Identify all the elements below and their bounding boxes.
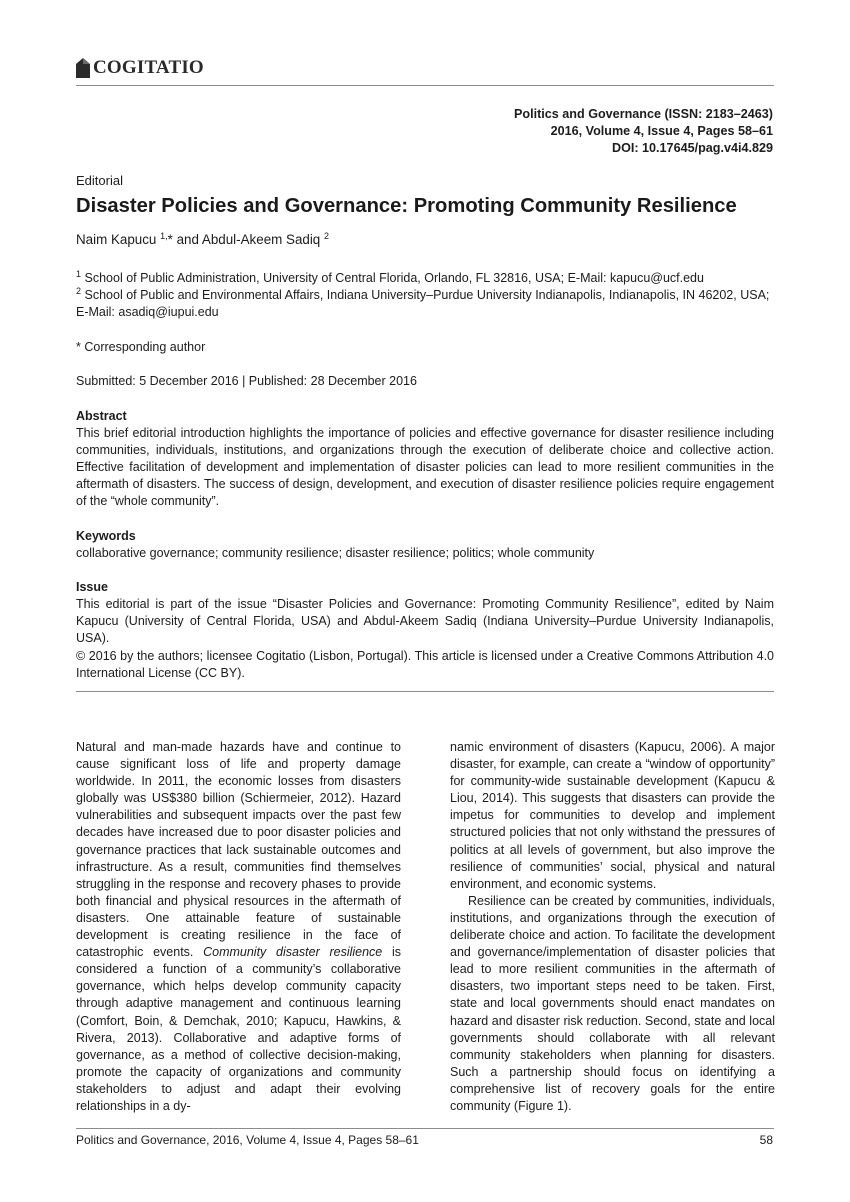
abstract-text: This brief editorial introduction highlights the importance of policies and effective governance for disaster resilience including communities, individuals, institutions, and organizations through the execution of deliberate choice and collective action. Effective facilitation of development and implementation of disaster policies can lead to more resilient communities in the aftermath of disasters. The success of design, development, and execution of disaster resilience policies require engagement of the “whole community”. — [76, 426, 774, 508]
affiliation-number: 1 — [76, 269, 82, 279]
author-list — [76, 232, 329, 247]
affiliation-2 — [76, 287, 774, 321]
author-name: Abdul-Akeem Sadiq — [201, 232, 321, 247]
body-column-right — [450, 739, 775, 1115]
body-column-left — [76, 739, 401, 1115]
article-title: Disaster Policies and Governance: Promoting Community Resilience — [76, 195, 737, 217]
body-text: Natural and man-made hazards have and continue to cause significant loss of life and property damage worldwide. In 2011, the economic losses from disasters globally was US$380 billion (Schiermeier, 2012). Hazard vulnerabilities and subsequent impacts over the past few decades have increased due to poor disaster policies and governance practices that lack sustainable outcomes and infrastructure. As a result, communities find themselves struggling in the response and recovery phases to provide both financial and physical resources in the aftermath of disasters. One attainable feature of sustainable development is creating resilience in the face of catastrophic events. — [76, 740, 401, 960]
corresponding-note: * Corresponding author — [76, 340, 206, 354]
body-paragraph: Resilience can be created by communities, individuals, institutions, and organizations through the execution of deliberate choice and action. To facilitate the development and governance/implementation of disaster policies that lead to more resilient communities in the aftermath of disasters, two important steps need to be taken. First, state and local governments should enact mandates on hazard and disaster risk reduction. Second, state and local governments should collaborate with all relevant community stakeholders when planning for disasters. Such a partnership should focus on identifying a comprehensive list of recovery goals for the entire community (Figure 1). — [450, 893, 775, 1113]
affiliations — [76, 270, 774, 321]
header-divider — [76, 85, 774, 86]
affiliation-text: School of Public and Environmental Affairs, Indiana University–Purdue University Indianapolis, Indianapolis, IN 46202, USA; E-Mail: asadiq@iupui.edu — [76, 288, 770, 319]
body-text: is considered a function of a community’s collaborative governance, which helps develop community capacity through adaptive management and continuous learning (Comfort, Boin, & Demchak, 2010; Kapucu, Hawkins, & Rivera, 2013). Collaborative and adaptive forms of governance, as a method of collective decision-making, promote the capacity of organizations and community stakeholders to adjust and adapt their evolving relationships in a dy- — [76, 945, 401, 1113]
logo-mark-icon — [76, 58, 90, 78]
abstract-section — [76, 408, 774, 510]
emphasis-term: Community disaster resilience — [203, 945, 383, 960]
affiliation-marker: 2 — [324, 231, 330, 241]
footer-citation: Politics and Governance, 2016, Volume 4, Issue 4, Pages 58–61 — [76, 1133, 419, 1147]
keywords-text: collaborative governance; community resilience; disaster resilience; politics; whole community — [76, 546, 595, 560]
journal-name: Politics and Governance (ISSN: 2183–2463) — [514, 107, 773, 121]
keywords-section — [76, 528, 774, 562]
abstract-heading: Abstract — [76, 409, 127, 423]
page-number: 58 — [759, 1133, 773, 1147]
article-type: Editorial — [76, 173, 123, 188]
issue-section — [76, 579, 774, 647]
section-divider — [76, 691, 774, 692]
author-name: Naim Kapucu — [76, 232, 157, 247]
journal-info — [514, 106, 773, 157]
publication-dates: Submitted: 5 December 2016 | Published: 28 December 2016 — [76, 374, 417, 388]
keywords-heading: Keywords — [76, 529, 136, 543]
license-notice: © 2016 by the authors; licensee Cogitatio (Lisbon, Portugal). This article is licensed under a Creative Commons Attribution 4.0 International License (CC BY). — [76, 649, 774, 680]
issue-heading: Issue — [76, 580, 108, 594]
affiliation-marker: 1, — [160, 231, 168, 241]
body-paragraph: namic environment of disasters (Kapucu, 2006). A major disaster, for example, can create a “window of opportunity” for community-wide sustainable development (Kapucu & Liou, 2014). This suggests that disasters can provide the impetus for communities to develop and implement structured policies that not only withstand the pressures of politics at all levels of government, but also improve the resilience of communities’ social, physical and natural environment, and economic systems. — [450, 740, 775, 891]
journal-logo — [76, 56, 204, 80]
logo-text: COGITATIO — [93, 57, 204, 78]
body-paragraph — [76, 739, 401, 1115]
issue-text: This editorial is part of the issue “Disaster Policies and Governance: Promoting Community Resilience”, edited by Naim Kapucu (University of Central Florida, USA) and Abdul-Akeem Sadiq (Indiana University–Purdue University Indianapolis, USA). — [76, 597, 774, 645]
affiliation-1 — [76, 270, 774, 287]
issue-info: 2016, Volume 4, Issue 4, Pages 58–61 — [550, 124, 773, 138]
footer-divider — [76, 1128, 774, 1129]
doi[interactable]: DOI: 10.17645/pag.v4i4.829 — [611, 141, 773, 155]
affiliation-number: 2 — [76, 286, 82, 296]
author-separator: and — [172, 232, 202, 247]
corresponding-marker: * — [167, 232, 173, 247]
affiliation-text: School of Public Administration, University of Central Florida, Orlando, FL 32816, USA; E-Mail: kapucu@ucf.edu — [84, 271, 704, 285]
